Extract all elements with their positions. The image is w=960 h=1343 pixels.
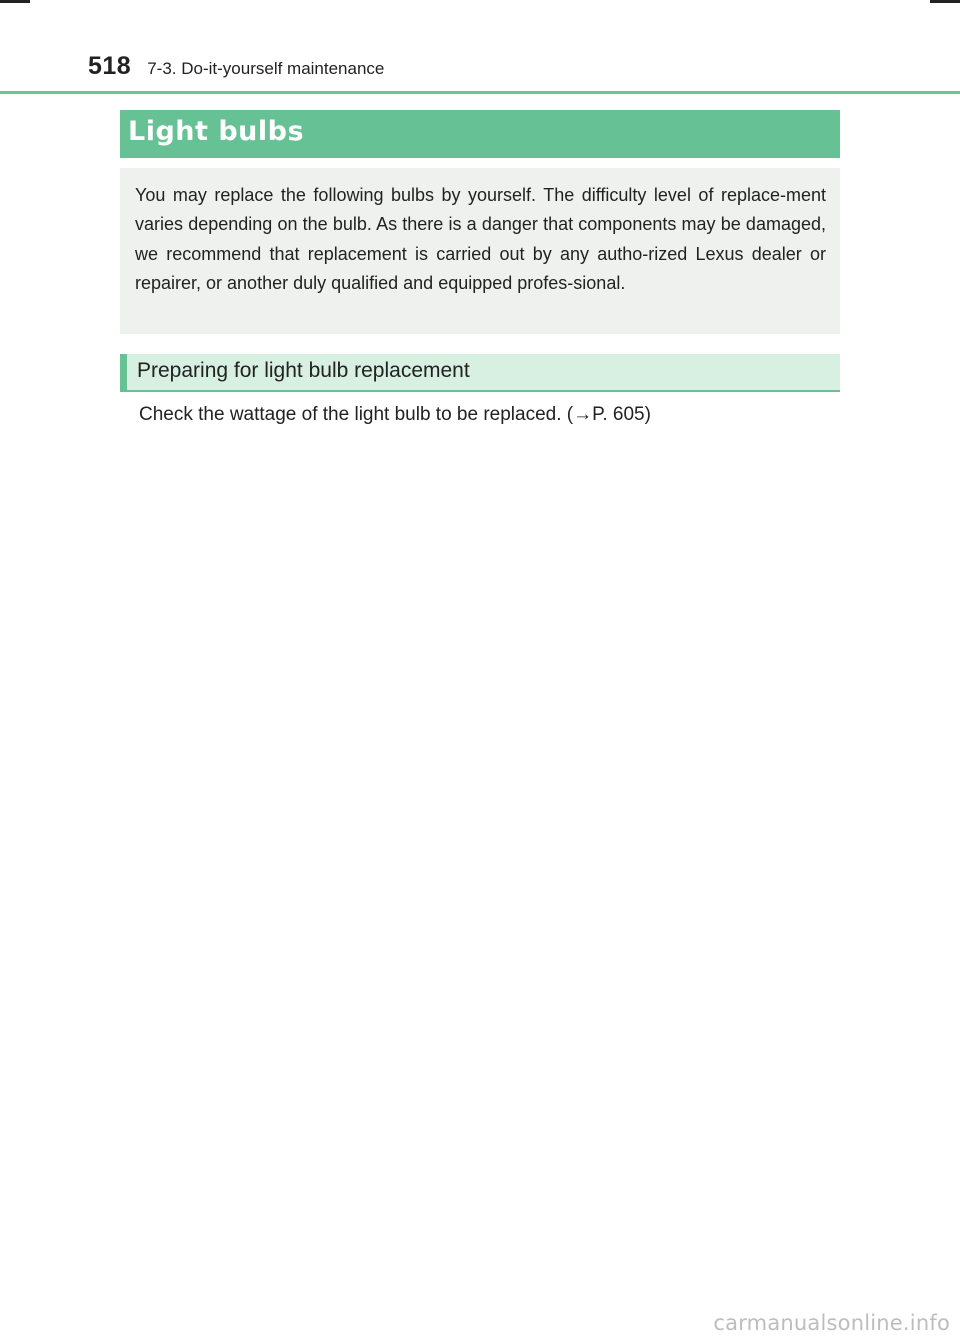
page-header <box>88 52 384 81</box>
intro-box <box>120 168 840 334</box>
body-paragraph <box>139 404 651 426</box>
body-close-paren: ) <box>644 404 651 425</box>
subheading-bar <box>120 354 840 392</box>
page-title: Light bulbs <box>128 115 305 147</box>
body-text: Check the wattage of the light bulb to be replaced. ( <box>139 404 574 425</box>
header-rule <box>0 91 960 94</box>
arrow-icon: → <box>573 404 593 425</box>
page-number: 518 <box>88 52 132 80</box>
page-reference-link[interactable]: P. 605 <box>592 404 645 425</box>
subheading: Preparing for light bulb replacement <box>137 359 470 382</box>
title-bar <box>120 110 840 158</box>
crop-mark-left <box>0 0 30 3</box>
section-label: 7-3. Do-it-yourself maintenance <box>147 59 385 78</box>
crop-mark-right <box>930 0 960 3</box>
watermark: carmanualsonline.info <box>713 1311 950 1335</box>
intro-paragraph: You may replace the following bulbs by yourself. The difficulty level of replace-ment varies depending on the bulb. As there is a danger that components may be damaged, we recommend that replacement is carried out by any autho-rized Lexus dealer or repairer, or another duly qualified and equipped profes-sional. <box>135 185 826 293</box>
